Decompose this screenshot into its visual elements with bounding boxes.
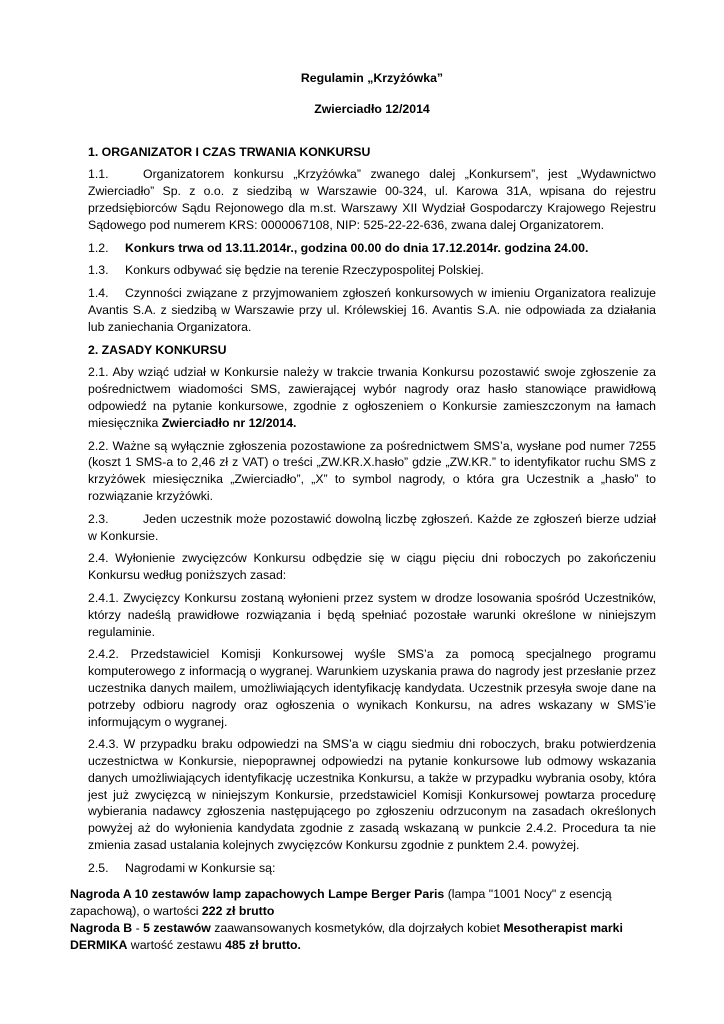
paragraph-1-3: 1.3. Konkurs odbywać się będzie na terenie Rzeczypospolitej Polskiej. xyxy=(88,263,484,278)
document-title: Regulamin „Krzyżówka” xyxy=(300,71,444,85)
paragraph-1-2: 1.2. Konkurs trwa od 13.11.2014r., godzina 00.00 do dnia 17.12.2014r. godzina 24.00. xyxy=(88,240,589,255)
paragraph-2-4-1: 2.4.1. Zwycięzcy Konkursu zostaną wyłonieni przez system w drodze losowania spośród Uczestników, którzy nadeślą prawidłowe rozwiązania i będą spełniać pozostałe warunki określone w niniejszym regulaminie. xyxy=(88,590,656,639)
paragraph-1-4: 1.4. Czynności związane z przyjmowaniem zgłoszeń konkursowych w imieniu Organizatora realizuje Avantis S.A. z siedzibą w Warszawie przy ul. Królewskiej 16. Avantis S.A. nie odpowiada za działania lub zaniechania Organizatora. xyxy=(88,286,656,334)
document-subtitle: Zwierciadło 12/2014 xyxy=(314,101,430,116)
paragraph-2-4-3: 2.4.3. W przypadku braku odpowiedzi na SMS’a w ciągu siedmiu dni roboczych, braku potwierdzenia uczestnictwa w Konkursie, niepoprawnej odpowiedzi na pytanie konkursowe lub odmowy wskazania danych umożliwiających identyfikację uczestnika Konkursu, a także w przypadku wybrania osoby, która jest już zwycięzcą w niniejszym Konkursie, przedstawiciel Komisji Konkursowej powtarza procedurę wybierania nadawcy zgłoszenia następującego po zgłoszeniu odrzuconym na zasadach określonych powyżej aż do wyłonienia kandydata zgodnie z zasadą wskazaną w punkcie 2.4.2. Procedura ta nie zmienia zasad ustalania kolejnych zwycięzców Konkursu zgodnie z punktem 2.4. powyżej. xyxy=(88,737,656,853)
paragraph-2-4: 2.4. Wyłonienie zwycięzców Konkursu odbędzie się w ciągu pięciu dni roboczych po zakończeniu Konkursu według poniższych zasad: xyxy=(88,551,656,583)
paragraph-2-1: 2.1. Aby wziąć udział w Konkursie należy w trakcie trwania Konkursu pozostawić swoje zgłoszenie za pośrednictwem wiadomości SMS, zawierającej wybór nagrody oraz hasło stanowiące prawidłową odpowiedź na pytanie konkursowe, zgodnie z ogłoszeniem o Konkursie zamieszczonym na łamach miesięcznika Zwierciadło nr 12/2014. xyxy=(88,365,656,430)
paragraph-2-2: 2.2. Ważne są wyłącznie zgłoszenia pozostawione za pośrednictwem SMS’a, wysłane pod numer 7255 (koszt 1 SMS-a to 2,46 zł z VAT) o treści „ZW.KR.X.hasło” gdzie „ZW.KR.” to identyfikator ruchu SMS z krzyżówek miesięcznika „Zwierciadło”, „X” to symbol nagrody, o która gra Uczestnik a „hasło” to rozwiązanie krzyżówki. xyxy=(88,438,656,503)
paragraph-2-4-2: 2.4.2. Przedstawiciel Komisji Konkursowej wyśle SMS’a za pomocą specjalnego programu komputerowego z informacją o wygranej. Warunkiem uzyskania prawa do nagrody jest przesłanie przez uczestnika danych mailem, umożliwiających identyfikację kandydata. Uczestnik przesyła swoje dane na potrzeby odbioru nagrody oraz ogłoszenia o wynikach Konkursu, na adres wskazany w SMS’ie informującym o wygranej. xyxy=(88,647,656,729)
paragraph-2-3: 2.3. Jeden uczestnik może pozostawić dowolną liczbę zgłoszeń. Każde ze zgłoszeń bierze udział w Konkursie. xyxy=(88,511,656,543)
prizes-list xyxy=(70,886,660,954)
section-1-heading: 1. ORGANIZATOR I CZAS TRWANIA KONKURSU xyxy=(88,144,371,159)
prize-b: Nagroda B - 5 zestawów zaawansowanych kosmetyków, dla dojrzałych kobiet Mesotherapist marki DERMIKA wartość zestawu 485 zł brutto. xyxy=(70,921,623,952)
prize-a: Nagroda A 10 zestawów lamp zapachowych Lampe Berger Paris (lampa "1001 Nocy" z esencją zapachową), o wartości 222 zł brutto xyxy=(70,887,612,918)
paragraph-2-5: 2.5. Nagrodami w Konkursie są: xyxy=(88,860,276,875)
document-page xyxy=(88,70,656,883)
paragraph-1-1: 1.1. Organizatorem konkursu „Krzyżówka” zwanego dalej „Konkursem”, jest „Wydawnictwo Zwierciadło” Sp. z o.o. z siedzibą w Warszawie 00-324, ul. Karowa 31A, wpisana do rejestru przedsiębiorców Sądu Rejonowego dla m.st. Warszawy XII Wydział Gospodarczy Krajowego Rejestru Sądowego pod numerem KRS: 0000067108, NIP: 525-22-22-636, zwana dalej Organizatorem. xyxy=(88,167,656,232)
section-2-heading: 2. ZASADY KONKURSU xyxy=(88,342,227,357)
